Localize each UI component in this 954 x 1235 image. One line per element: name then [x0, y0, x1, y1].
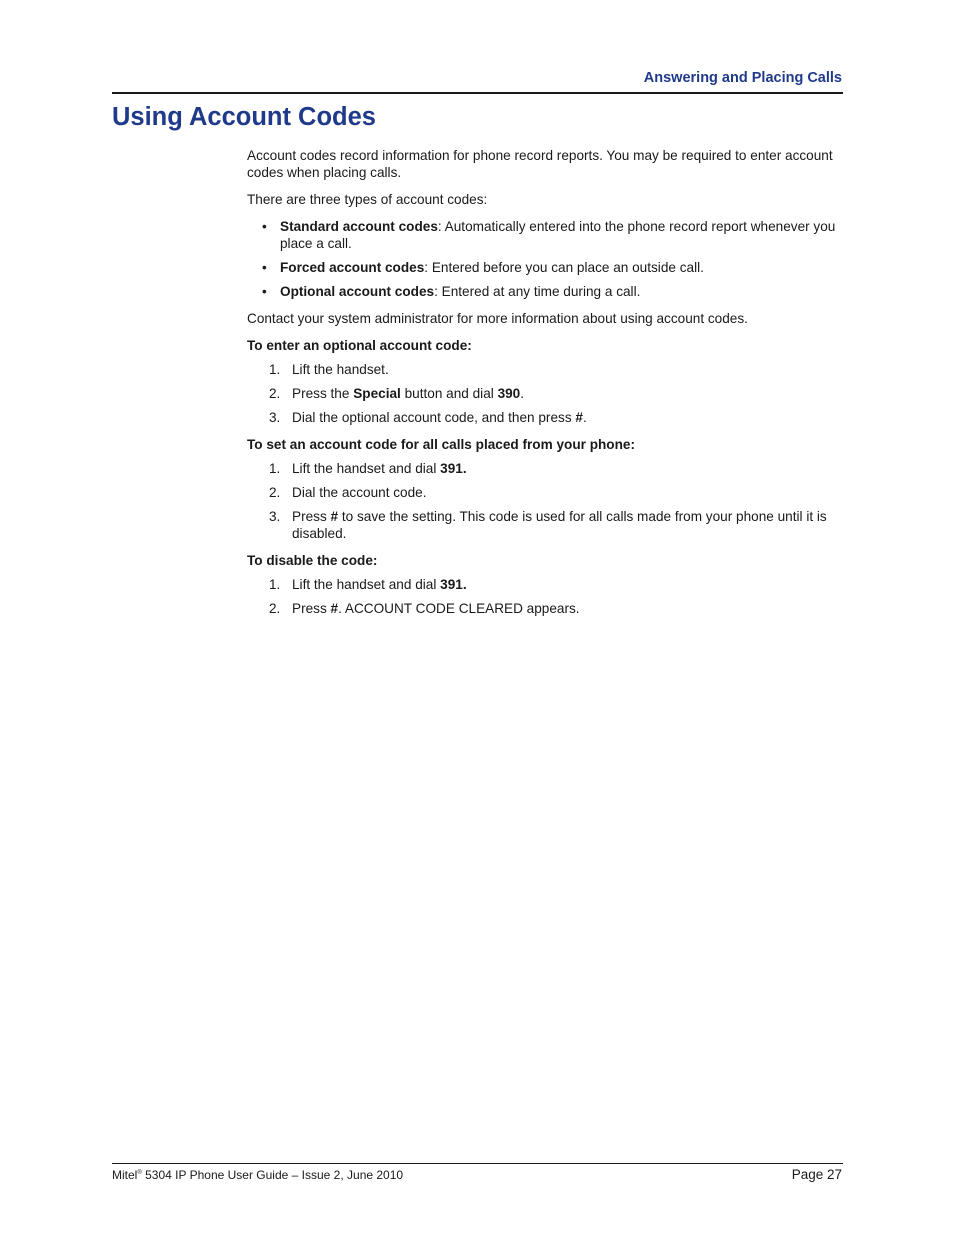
step-text: Press [292, 509, 331, 524]
step-text: to save the setting. This code is used for all calls made from your phone until it is disabled. [292, 509, 827, 541]
step-number: 3. [269, 509, 281, 524]
intro-paragraph: Account codes record information for phone record reports. You may be required to enter account codes when placing calls. [247, 148, 833, 180]
account-code-types-list [247, 218, 837, 300]
procedure-heading: To set an account code for all calls placed from your phone: [247, 437, 635, 452]
footer-doc-info [112, 1168, 403, 1182]
procedure-heading: To enter an optional account code: [247, 338, 472, 353]
step-number: 1. [269, 362, 281, 377]
step-number: 2. [269, 386, 281, 401]
footer-brand: Mitel [112, 1168, 138, 1182]
step-text: Lift the handset and dial [292, 577, 441, 592]
step-emphasis: # [575, 410, 583, 425]
main-content [247, 147, 837, 627]
running-header: Answering and Placing Calls [643, 70, 842, 86]
footer-doc-title: 5304 IP Phone User Guide – Issue 2, June 2010 [145, 1168, 404, 1182]
type-term: Forced account codes [280, 260, 425, 275]
step-item [247, 600, 837, 617]
step-text: Lift the handset. [292, 362, 389, 377]
contact-note: Contact your system administrator for more information about using account codes. [247, 311, 748, 326]
step-item [247, 576, 837, 593]
step-text: . ACCOUNT CODE CLEARED appears. [338, 601, 580, 616]
procedures [247, 337, 837, 617]
procedure-steps [247, 460, 837, 542]
step-number: 2. [269, 601, 281, 616]
step-item [247, 508, 837, 542]
step-item [247, 409, 837, 426]
list-item [247, 218, 837, 252]
types-intro: There are three types of account codes: [247, 192, 488, 207]
step-emphasis: 390 [497, 386, 521, 401]
type-description: : Entered before you can place an outside call. [424, 260, 704, 275]
list-item [247, 259, 837, 276]
footer-rule [112, 1163, 843, 1164]
bullet-icon: • [262, 219, 267, 234]
step-text: button and dial [400, 386, 498, 401]
step-number: 1. [269, 461, 281, 476]
step-text: Dial the optional account code, and then press [292, 410, 576, 425]
step-number: 2. [269, 485, 281, 500]
list-item [247, 283, 837, 300]
registered-mark: ® [137, 1170, 142, 1176]
step-text: Press [292, 601, 331, 616]
step-item [247, 361, 837, 378]
step-text: Lift the handset and dial [292, 461, 441, 476]
step-item [247, 484, 837, 501]
step-emphasis: Special [353, 386, 401, 401]
page-title: Using Account Codes [112, 103, 376, 131]
step-emphasis: 391. [440, 577, 467, 592]
step-text: Press the [292, 386, 354, 401]
bullet-icon: • [262, 284, 267, 299]
type-term: Standard account codes [280, 219, 438, 234]
step-emphasis: # [330, 601, 339, 616]
header-rule [112, 92, 843, 94]
step-number: 3. [269, 410, 281, 425]
procedure-heading: To disable the code: [247, 553, 378, 568]
step-text: Dial the account code. [292, 485, 427, 500]
bullet-icon: • [262, 260, 267, 275]
type-description: : Entered at any time during a call. [434, 284, 641, 299]
procedure-steps [247, 576, 837, 617]
step-item [247, 460, 837, 477]
type-description: : Automatically entered into the phone record report whenever you place a call. [280, 219, 836, 251]
step-emphasis: # [330, 509, 339, 524]
step-number: 1. [269, 577, 281, 592]
type-term: Optional account codes [280, 284, 435, 299]
page-number: Page 27 [791, 1167, 842, 1182]
step-emphasis: 391. [440, 461, 467, 476]
step-item [247, 385, 837, 402]
step-text: . [582, 410, 587, 425]
step-text: . [520, 386, 525, 401]
procedure-steps [247, 361, 837, 426]
